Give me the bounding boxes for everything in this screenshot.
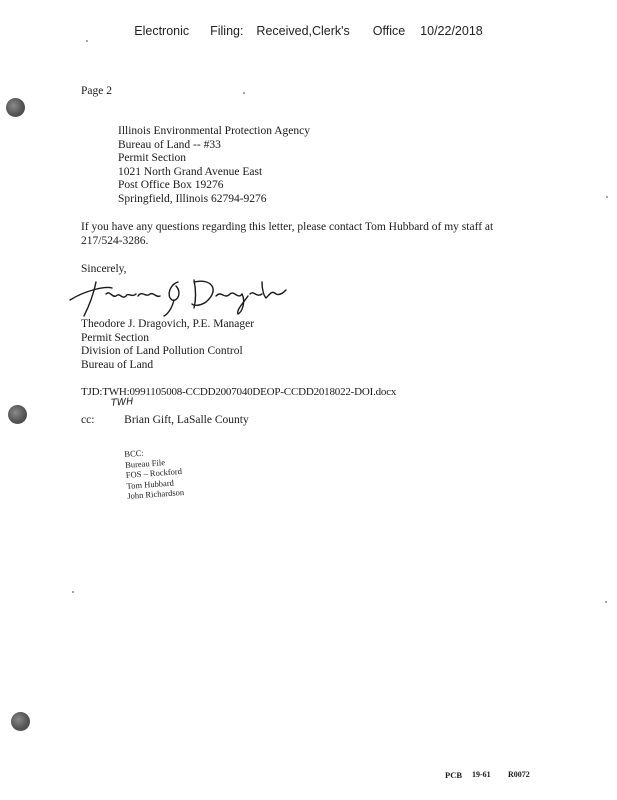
address-line: Springfield, Illinois 62794-9276: [118, 192, 267, 205]
signer-line: Division of Land Pollution Control: [81, 345, 243, 358]
handwritten-signature: [66, 272, 288, 322]
address-line: Permit Section: [118, 152, 187, 165]
filing-header-electronic: Electronic: [134, 24, 190, 38]
address-line: Illinois Environmental Protection Agency: [118, 125, 310, 137]
questions-paragraph: [81, 221, 493, 248]
cc-value: Brian Gift, LaSalle County: [124, 414, 249, 426]
footer-pcb: PCB: [445, 770, 462, 780]
filing-header-received: Received,Clerk's: [256, 24, 350, 38]
bcc-line: FOS – Rockford: [125, 466, 183, 480]
punch-hole-bottom: [11, 712, 30, 731]
cc-label: cc:: [81, 414, 95, 426]
signer-line: Bureau of Land: [81, 358, 154, 371]
filing-header-filing: Filing:: [210, 24, 244, 38]
filing-header-date: 10/22/2018: [420, 24, 483, 38]
questions-line: 217/524-3286.: [81, 234, 149, 247]
questions-line: If you have any questions regarding this letter, please contact Tom Hubbard of my staff at: [81, 221, 494, 233]
bcc-line: Tom Hubbard: [126, 477, 175, 491]
page-label: Page 2: [81, 85, 112, 97]
bcc-line: Bureau File: [124, 456, 166, 470]
address-line: Post Office Box 19276: [118, 179, 224, 192]
scan-speck: [243, 92, 245, 94]
scan-speck: [72, 591, 74, 593]
handwritten-initials: TWH: [110, 396, 134, 409]
signer-block: [81, 318, 254, 372]
bcc-block: [124, 445, 184, 501]
signer-name: Theodore J. Dragovich, P.E. Manager: [81, 318, 255, 330]
scan-speck: [86, 40, 88, 42]
footer-code: R0072: [508, 770, 530, 779]
punch-hole-top: [6, 98, 25, 117]
scan-speck: [606, 196, 608, 198]
closing: Sincerely,: [81, 263, 127, 275]
address-line: 1021 North Grand Avenue East: [118, 165, 263, 178]
address-line: Bureau of Land -- #33: [118, 138, 221, 151]
bcc-line: John Richardson: [126, 486, 185, 501]
bcc-heading: BCC:: [124, 447, 145, 459]
footer-number: 19-61: [472, 770, 491, 779]
scan-speck: [605, 601, 607, 603]
signer-line: Permit Section: [81, 331, 150, 344]
cc-line: [81, 414, 249, 428]
filing-header: [0, 24, 617, 38]
punch-hole-middle: [8, 405, 27, 424]
filing-header-office: Office: [372, 24, 406, 38]
address-block: [118, 125, 310, 207]
reference-line: TJD:TWH:0991105008-CCDD2007040DEOP-CCDD2018022-DOI.docx: [81, 386, 397, 398]
